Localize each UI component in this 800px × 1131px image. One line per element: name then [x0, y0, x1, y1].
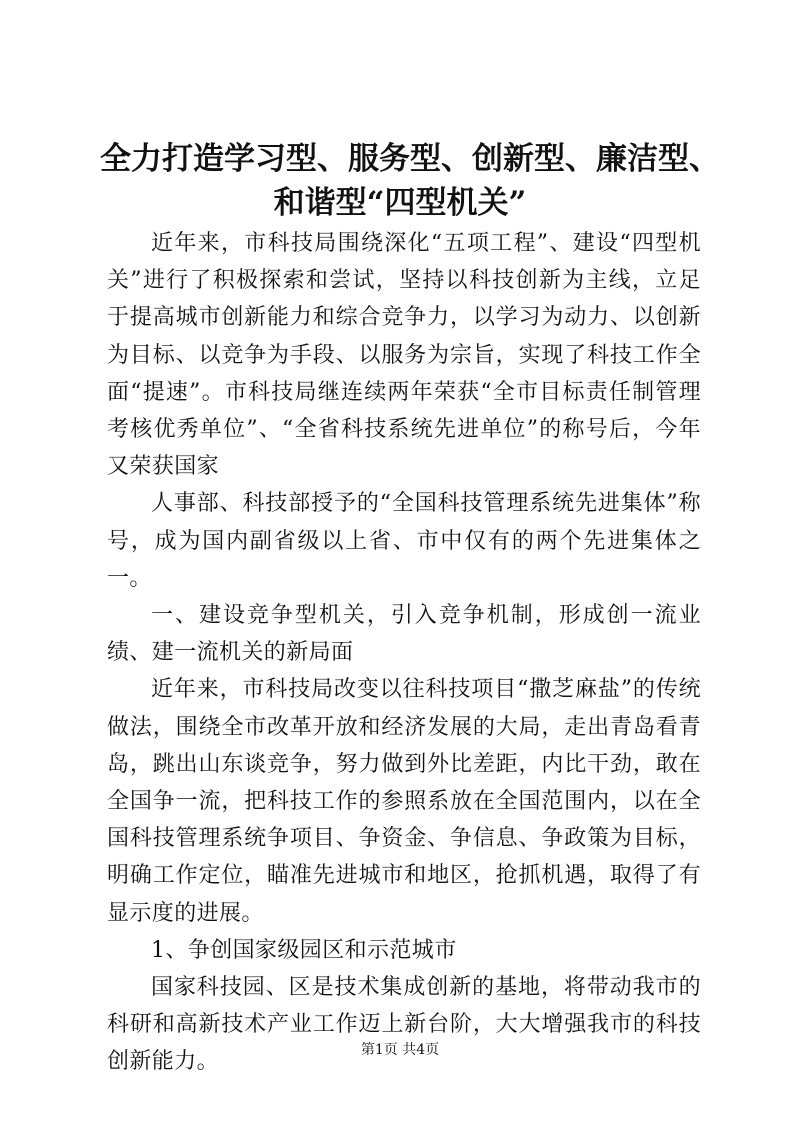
- paragraph: 人事部、科技部授予的“全国科技管理系统先进集体”称号，成为国内副省级以上省、市中仅有的两个先进集体之一。: [107, 491, 701, 591]
- document-title-line-1: 全力打造学习型、服务型、创新型、廉洁型、: [100, 141, 720, 177]
- document-title-line-2: 和谐型“四型机关”: [273, 185, 527, 221]
- paragraph: 国家科技园、区是技术集成创新的基地，将带动我市的科研和高新技术产业工作迈上新台阶，大大增强我市的科技创新能力。: [107, 975, 701, 1075]
- page-footer: 第1页 共4页: [360, 1042, 440, 1058]
- paragraph: 近年来，市科技局改变以往科技项目“撒芝麻盐”的传统做法，围绕全市改革开放和经济发展的大局，走出青岛看青岛，跳出山东谈竞争，努力做到外比差距，内比干劲，敢在全国争一流，把科技工作的参照系放在全国范围内，以在全国科技管理系统争项目、争资金、争信息、争政策为目标，明确工作定位，瞄准先进城市和地区，抢抓机遇，取得了有显示度的进展。: [107, 677, 701, 926]
- subsection-heading: 1、争创国家级园区和示范城市: [151, 937, 457, 963]
- section-heading: 一、建设竞争型机关，引入竞争机制，形成创一流业绩、建一流机关的新局面: [107, 603, 701, 666]
- document-body: [107, 225, 701, 1081]
- paragraph: 近年来，市科技局围绕深化“五项工程”、建设“四型机关”进行了积极探索和尝试，坚持以科技创新为主线，立足于提高城市创新能力和综合竞争力，以学习为动力、以创新为目标、以竞争为手段、以服务为宗旨，实现了科技工作全面“提速”。市科技局继连续两年荣获“全市目标责任制管理考核优秀单位”、“全省科技系统先进单位”的称号后，今年又荣获国家: [107, 231, 701, 480]
